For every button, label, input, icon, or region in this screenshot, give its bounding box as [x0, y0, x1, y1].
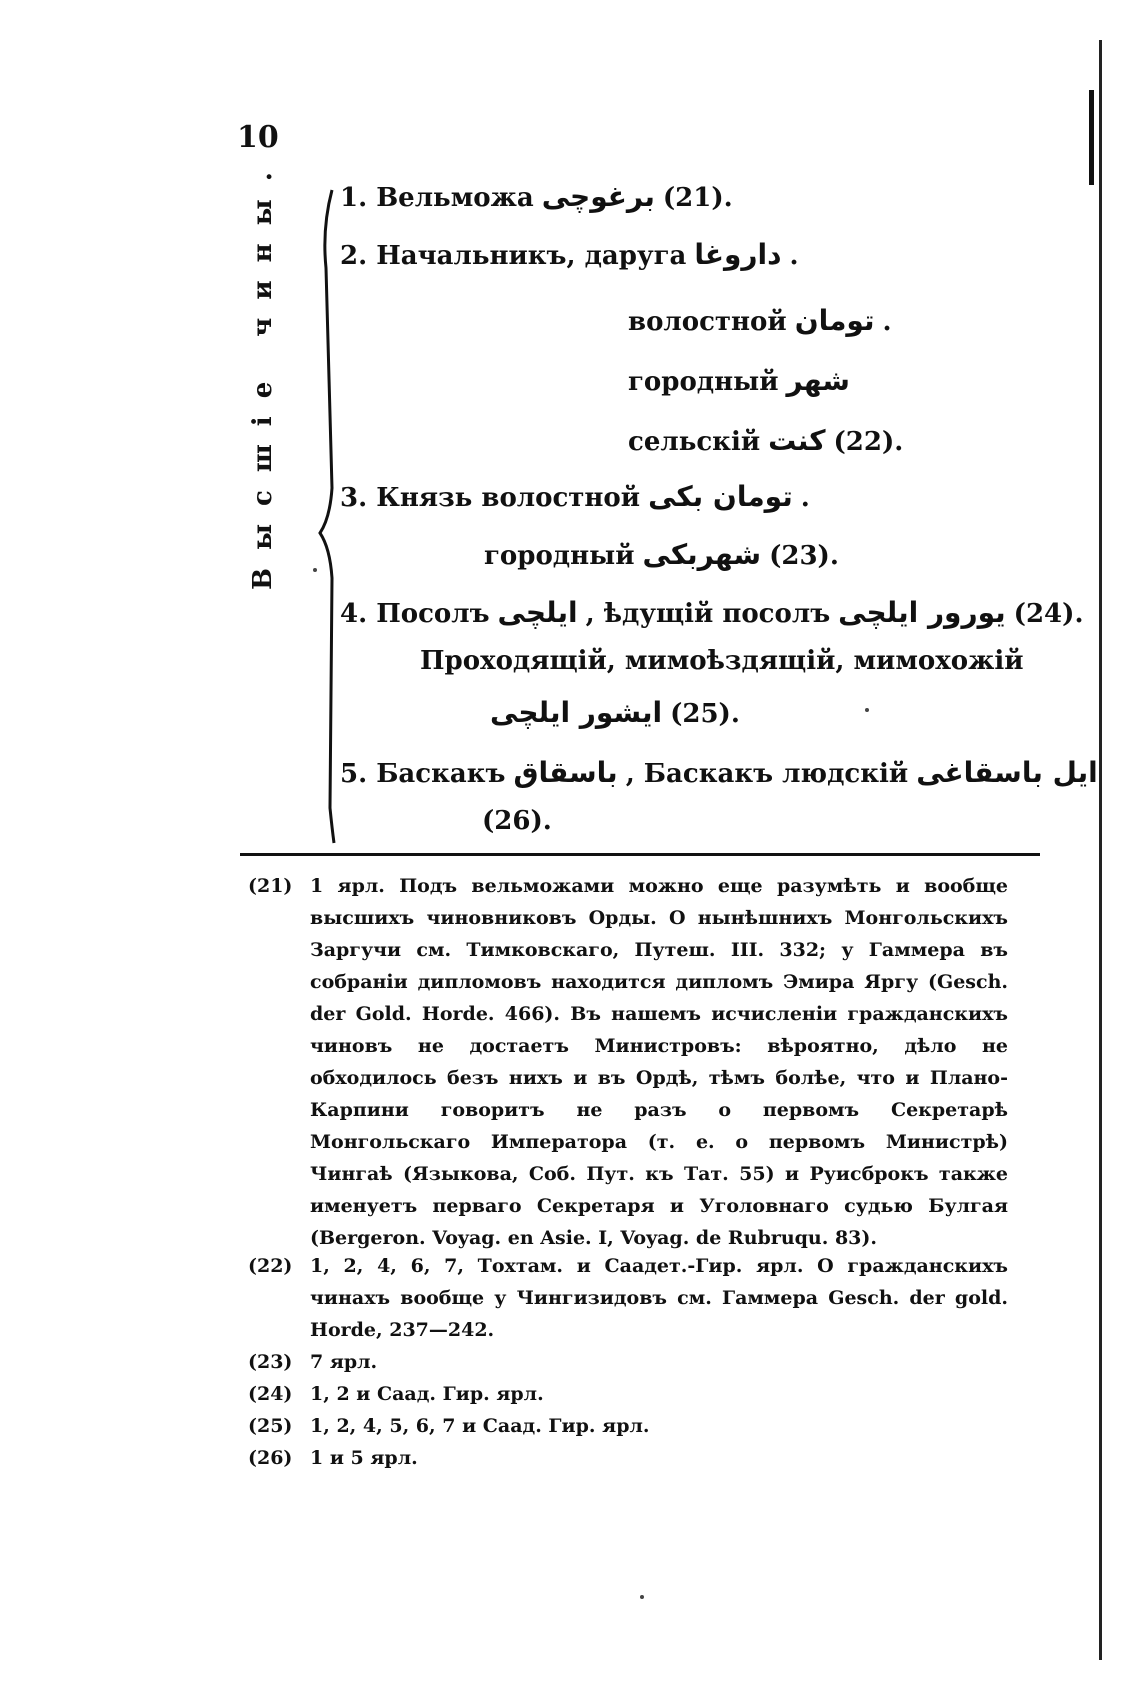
arabic-term: یورور ایلچی [838, 596, 1006, 629]
footnote-text: 1 и 5 ярл. [310, 1447, 418, 1469]
arabic-term: ایشور ایلچی [490, 696, 663, 729]
entry-2b [628, 364, 858, 397]
entry-ref: (22). [833, 427, 904, 457]
footnote-number: (23) [248, 1351, 293, 1373]
entry-text: сельскій [628, 427, 761, 457]
entry-text: , Баскакъ людскій [625, 759, 909, 789]
entry-ref: (21). [662, 183, 733, 213]
footnote-number: (21) [248, 875, 293, 897]
entry-text: Проходящій, мимоѣздящій, мимохожій [420, 646, 1024, 676]
arabic-term: شهر [786, 364, 850, 397]
footnote-text: 7 ярл. [310, 1351, 378, 1373]
footnote-text: 1, 2 и Саад. Гир. ярл. [310, 1383, 544, 1405]
footnote-26 [248, 1442, 1008, 1474]
entry-ref: . [789, 241, 799, 271]
footnote-number: (24) [248, 1383, 293, 1405]
arabic-term: ایل باسقاغی [916, 756, 1098, 789]
entry-4 [340, 596, 1084, 629]
entry-2c [628, 424, 903, 457]
footnote-text: 1 ярл. Подъ вельможами можно еще разумѣть и вообще высшихъ чиновниковъ Орды. О нынѣшнихъ Монгольскихъ Заргучи см. Тимковскаго, Путеш. III. 332; у Гаммера въ собраніи дипломовъ находится дипломъ Эмира Яргу (Gesch. der Gold. Horde. 466). Въ нашемъ исчисленіи гражданскихъ чиновъ не достаетъ Министровъ: вѣроятно, дѣло не обходилось безъ нихъ и въ Ордѣ, тѣмъ болѣе, что и Плано-Карпини говоритъ не разъ о первомъ Секретарѣ Монгольскаго Императора (т. е. о первомъ Министрѣ) Чингаѣ (Языкова, Соб. Пут. къ Тат. 55) и Руисброкъ также именуетъ перваго Секретаря и Уголовнаго судью Булгая (Bergeron. Voyag. en Asie. I, Voyag. de Rubruqu. 83). [310, 875, 1008, 1249]
bracket-line [318, 188, 348, 848]
entry-text: 1. Вельможа [340, 183, 534, 213]
entry-text: 2. Начальникъ, даруга [340, 241, 687, 271]
entry-5 [340, 756, 1106, 789]
footnote-25 [248, 1410, 1008, 1442]
footnote-text: 1, 2, 4, 6, 7, Тохтам. и Саадет.-Гир. ярл. О гражданскихъ чинахъ вообще у Чингизидовъ см. Гаммера Gesch. der gold. Horde, 237—242. [310, 1255, 1008, 1341]
side-heading: Высшіе чины. [248, 154, 278, 590]
entry-ref: (25). [670, 699, 740, 729]
entry-text: 3. Князь волостной [340, 483, 641, 513]
arabic-term: شهربکی [642, 538, 762, 571]
edge-mark [1089, 90, 1094, 185]
entry-text: 4. Посолъ [340, 599, 490, 629]
arabic-term: کنت [768, 424, 826, 457]
entry-text: , ѣдущій посолъ [585, 599, 831, 629]
entry-3 [340, 480, 810, 513]
entry-ref: . [882, 307, 892, 337]
footnote-number: (22) [248, 1255, 293, 1277]
entry-2 [340, 238, 799, 271]
footnote-22 [248, 1250, 1008, 1346]
arabic-term: تومان بکی [648, 480, 793, 513]
entry-4b [482, 696, 740, 729]
footnote-number: (26) [248, 1447, 293, 1469]
footnote-number: (25) [248, 1415, 293, 1437]
entry-text: волостной [628, 307, 787, 337]
arabic-term: ایلچی [497, 596, 578, 629]
footnote-23 [248, 1346, 1008, 1378]
footnote-rule [240, 853, 1040, 856]
arabic-term: باسقاق [513, 756, 618, 789]
entry-ref: (26). [482, 806, 552, 836]
footnote-text: 1, 2, 4, 5, 6, 7 и Саад. Гир. ярл. [310, 1415, 650, 1437]
footnote-21 [248, 870, 1008, 1254]
entry-5a [482, 806, 552, 836]
entry-4a [420, 646, 1024, 676]
entry-ref: (23). [769, 541, 839, 571]
entry-3a [484, 538, 839, 571]
entry-ref: (24). [1013, 599, 1084, 629]
arabic-term: تومان [794, 304, 875, 337]
arabic-term: برغوچی [541, 180, 655, 213]
entry-text: городный [628, 367, 779, 397]
page-edge-line [1099, 40, 1102, 1660]
arabic-term: داروغا [694, 238, 782, 271]
entry-text: городный [484, 541, 635, 571]
entry-text: 5. Баскакъ [340, 759, 506, 789]
footnote-24 [248, 1378, 1008, 1410]
entry-1 [340, 180, 733, 213]
speck [640, 1595, 644, 1599]
entry-ref: . [800, 483, 810, 513]
entry-2a [628, 304, 892, 337]
speck [865, 708, 869, 712]
speck [313, 568, 317, 572]
page-number: 10 [237, 120, 279, 155]
